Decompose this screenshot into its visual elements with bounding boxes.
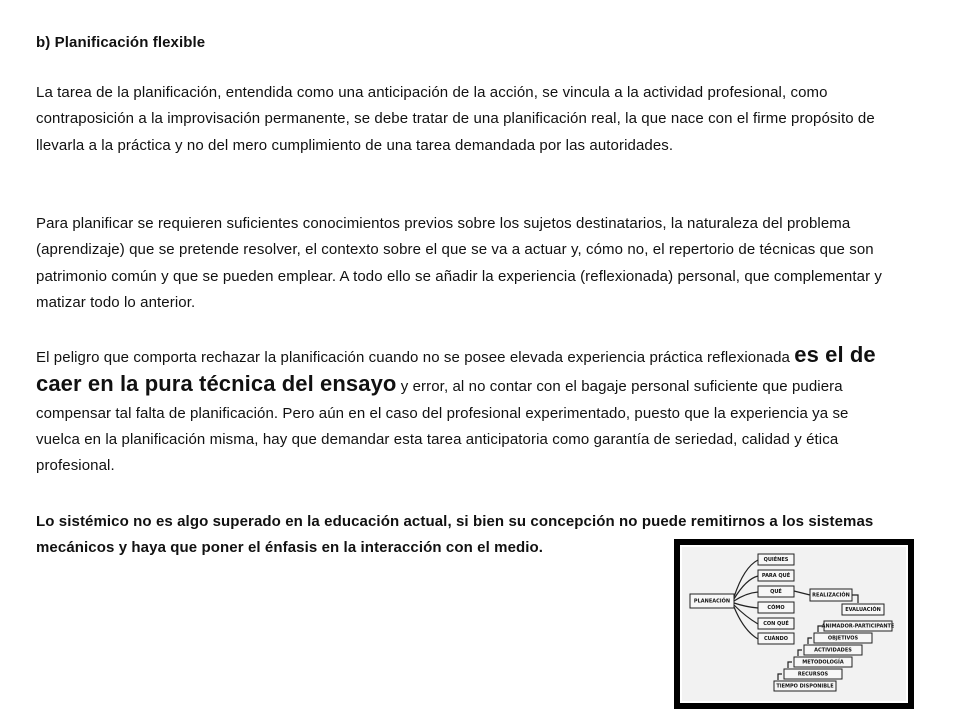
planning-diagram-frame xyxy=(680,545,908,703)
svg-text:QUIÉNES: QUIÉNES xyxy=(763,557,789,563)
paragraph-prior-knowledge: Para planificar se requieren suficientes conocimientos previos sobre los sujetos destinatarios, la naturaleza del problema (aprendizaje) que se pretende resolver, el contexto sobre el que se va a actuar y, cómo no, el repertorio de técnicas que son patrimonio común y que se pueden emplear. A todo ello se añadir la experiencia (reflexionada) personal, que complementar y matizar todo lo anterior. xyxy=(36,215,883,311)
diagram-step-arrow-4 xyxy=(788,662,792,668)
svg-text:EVALUACIÓN: EVALUACIÓN xyxy=(845,607,881,613)
diagram-evaluacion-box xyxy=(842,604,884,615)
diagram-branch-quienes xyxy=(758,554,794,565)
diagram-arrow-4 xyxy=(734,603,758,608)
paragraph-systemic: Lo sistémico no es algo superado en la educación actual, si bien su concepción no puede remitirnos a los sistemas mecánicos y haya que poner el énfasis en la interacción con el medio. xyxy=(36,513,874,557)
diagram-branch-que xyxy=(758,586,794,597)
diagram-step-recursos xyxy=(784,669,842,679)
planning-diagram-image xyxy=(674,539,914,709)
diagram-step-arrow-5 xyxy=(778,674,782,680)
svg-text:ANIMADOR-PARTICIPANTE: ANIMADOR-PARTICIPANTE xyxy=(821,623,895,630)
svg-text:TIEMPO DISPONIBLE: TIEMPO DISPONIBLE xyxy=(776,683,834,690)
diagram-step-arrow-2 xyxy=(808,638,812,644)
svg-text:CÓMO: CÓMO xyxy=(767,605,785,611)
planning-diagram-svg xyxy=(682,547,906,701)
diagram-branch-para-que xyxy=(758,570,794,581)
paragraph-planning-task: La tarea de la planificación, entendida como una anticipación de la acción, se vincula a la actividad profesional, como contraposición a la improvisación permanente, se debe tratar de una planificación real, la que nace con el firme propósito de llevarla a la práctica y no del mero cumplimiento de una tarea demandada por las autoridades. xyxy=(36,84,875,154)
diagram-step-objetivos xyxy=(814,633,872,643)
svg-text:CON QUÉ: CON QUÉ xyxy=(763,621,789,627)
diagram-realizacion-box xyxy=(810,589,852,601)
svg-text:ACTIVIDADES: ACTIVIDADES xyxy=(814,647,852,654)
diagram-step-arrow-3 xyxy=(798,650,802,656)
svg-text:RECURSOS: RECURSOS xyxy=(797,671,829,678)
svg-text:PARA QUÉ: PARA QUÉ xyxy=(761,573,791,579)
diagram-root-label: PLANEACIÓN xyxy=(693,598,731,605)
diagram-branch-como xyxy=(758,602,794,613)
diagram-branch-cuando xyxy=(758,633,794,644)
diagram-step-metodologia xyxy=(794,657,852,667)
paragraph-danger-part2: y error, al no contar con el bagaje personal suficiente que pudiera compensar tal falta de planificación. Pero aún en el caso del profesional experimentado, puesto que la experiencia ya se vuelca en la planificación misma, hay que demandar esta tarea anticipatoria como garantía de seriedad, calidad y ética profesional. xyxy=(36,378,849,475)
diagram-step-tiempo xyxy=(774,681,836,691)
diagram-arrow-evaluacion xyxy=(852,595,858,603)
paragraph-danger-part1: El peligro que comporta rechazar la planificación cuando no se posee elevada experiencia práctica reflexionada xyxy=(36,349,795,366)
diagram-arrow-1 xyxy=(734,560,758,597)
paragraph-danger-emphasis: es el de caer en la pura técnica del ensayo xyxy=(36,342,876,397)
diagram-step-actividades xyxy=(804,645,862,655)
section-heading: b) Planificación flexible xyxy=(36,34,206,51)
svg-text:OBJETIVOS: OBJETIVOS xyxy=(827,635,859,642)
paragraph-danger xyxy=(36,342,886,479)
svg-text:METODOLOGÍA: METODOLOGÍA xyxy=(802,659,844,666)
diagram-arrow-realizacion xyxy=(794,591,810,595)
diagram-step-animador xyxy=(822,621,895,631)
svg-text:CUÁNDO: CUÁNDO xyxy=(763,636,789,642)
svg-text:QUÉ: QUÉ xyxy=(770,589,782,595)
diagram-branch-con-que xyxy=(758,618,794,629)
svg-text:REALIZACIÓN: REALIZACIÓN xyxy=(812,592,850,599)
diagram-arrow-6 xyxy=(734,607,758,639)
